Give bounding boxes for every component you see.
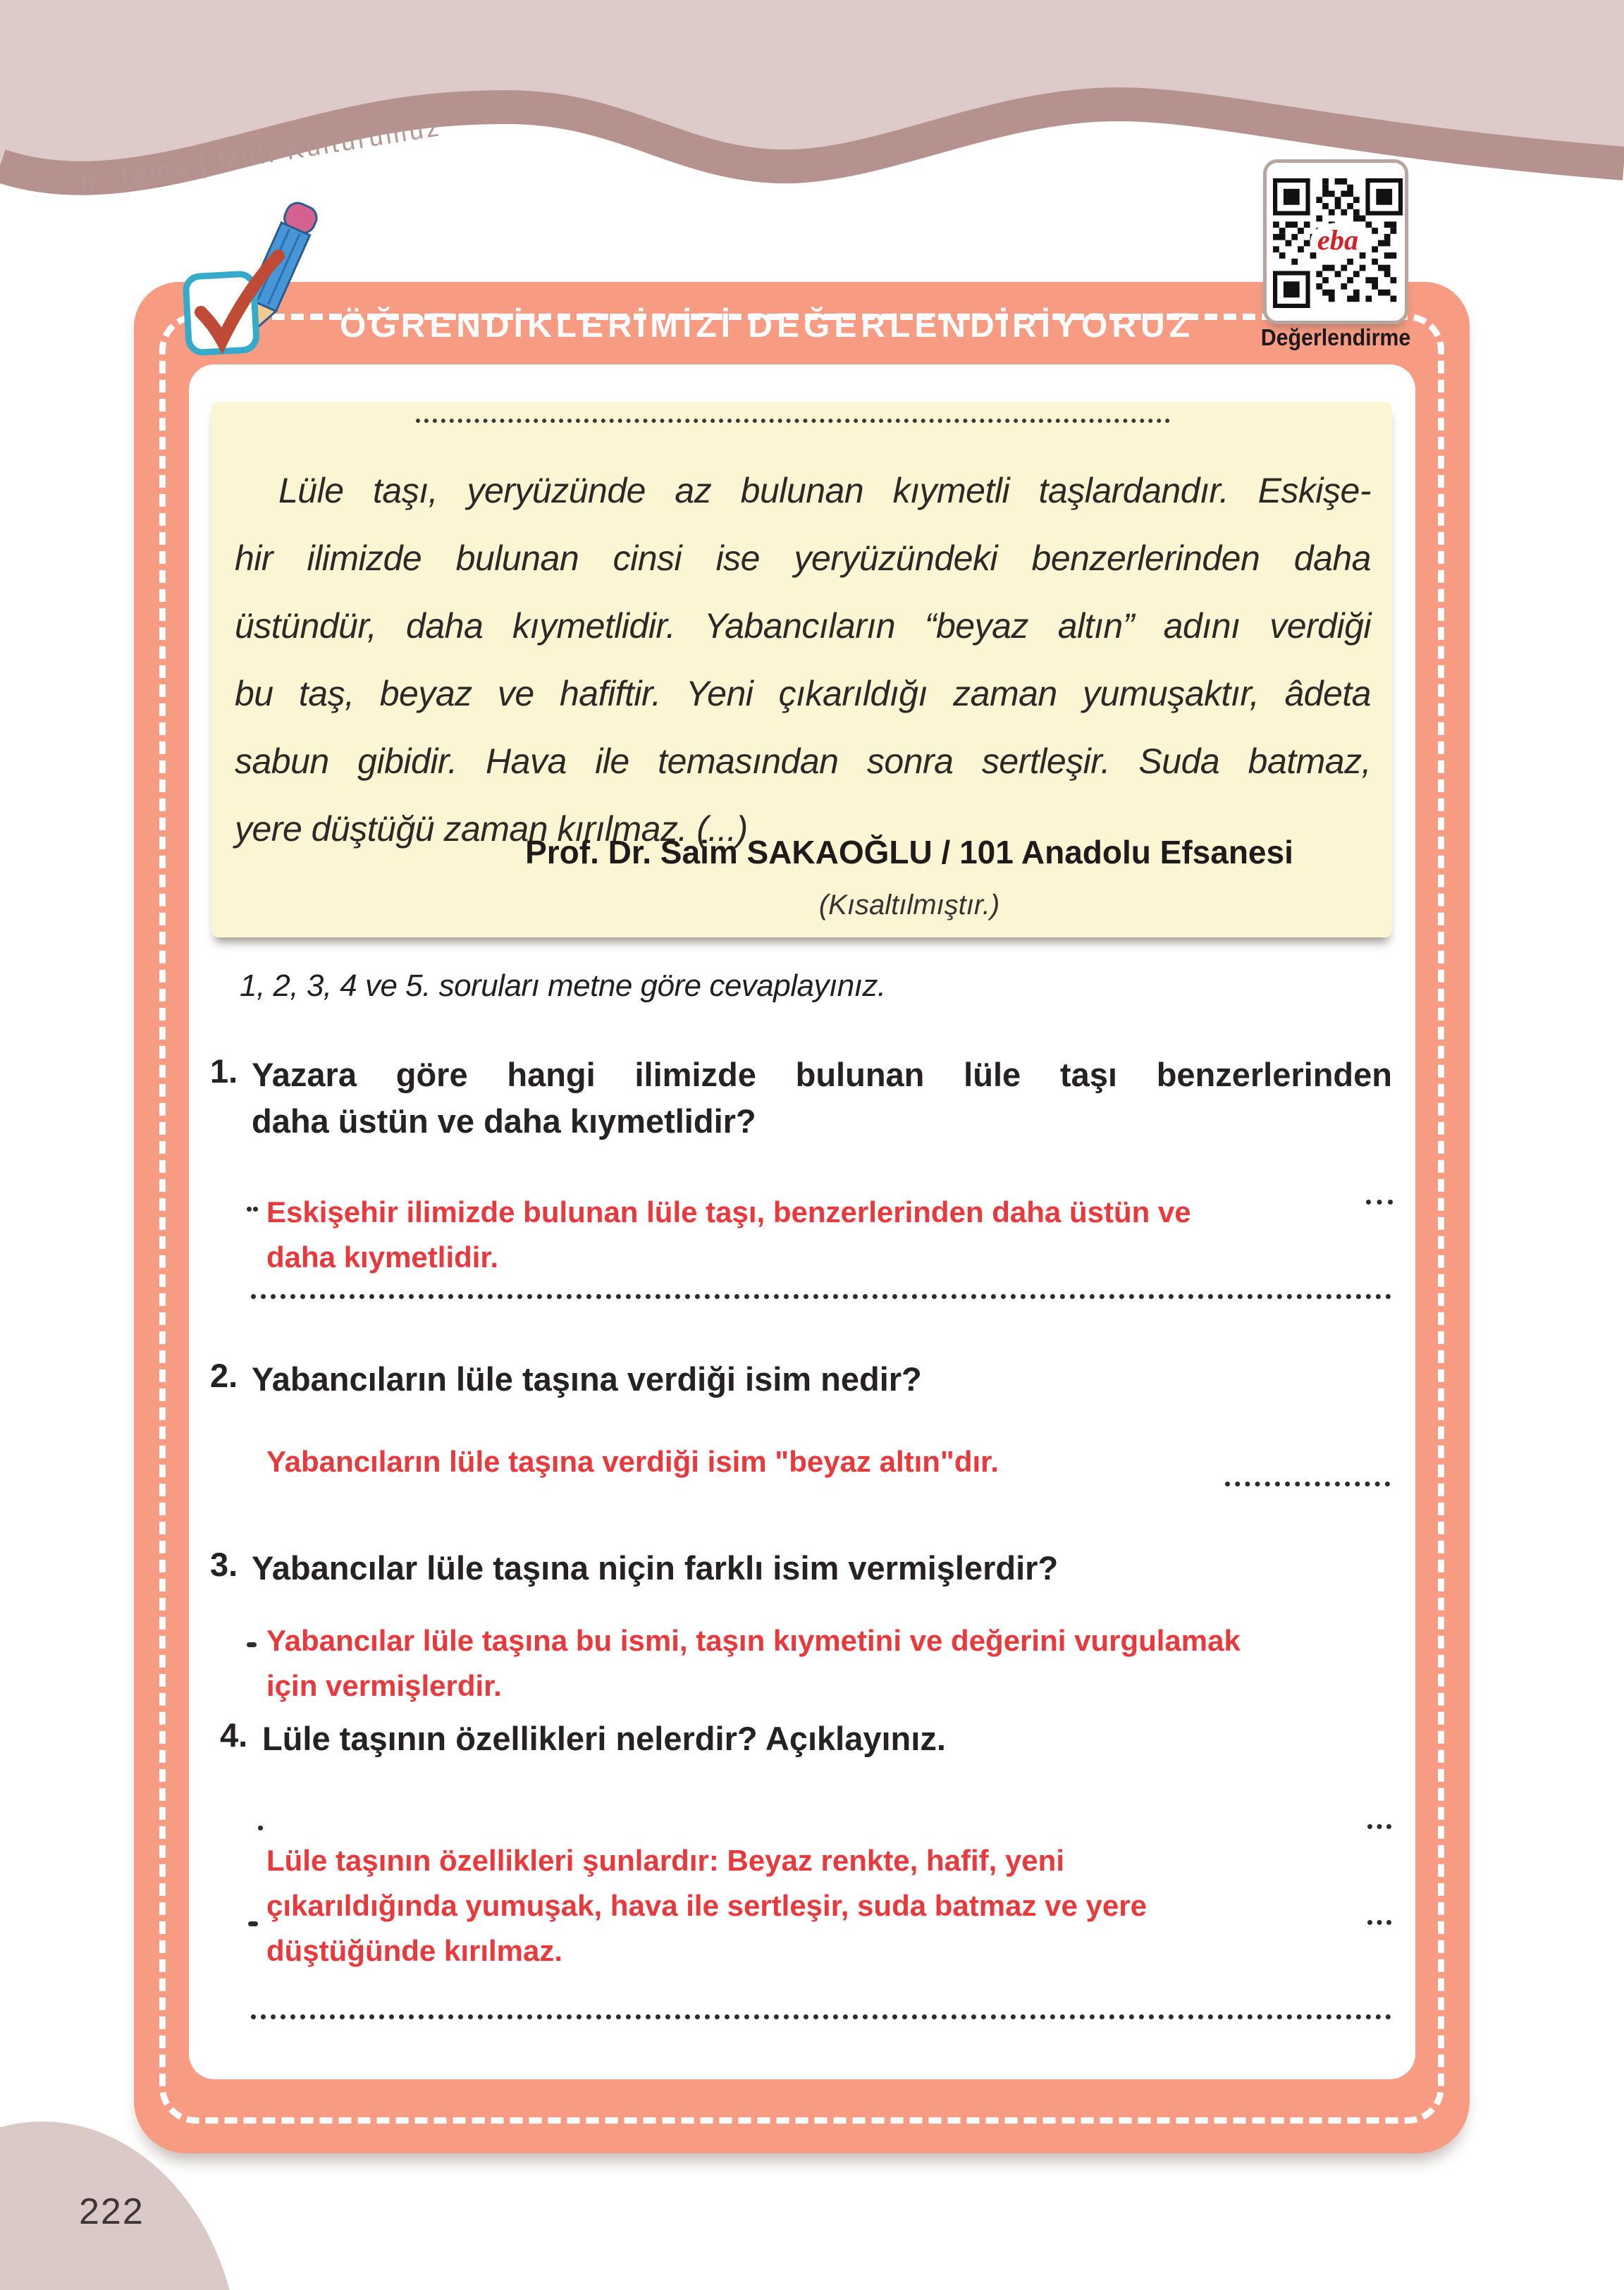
question-line: Yabancıların lüle taşına verdiği isim nedir? [252, 1360, 922, 1398]
answer-line-text: çıkarıldığında yumuşak, hava ile sertleşir, suda batmaz ve yere [266, 1889, 1147, 1922]
question-2-text [252, 1356, 1392, 1403]
question-3-text [252, 1545, 1392, 1592]
answer-1 [266, 1190, 1191, 1280]
eba-logo: eba [1317, 223, 1359, 256]
answer-4 [266, 1838, 1147, 1974]
passage-line: bu taş, beyaz ve hafiftir. Yeni çıkarıldığı zaman yumuşaktır, âdeta [235, 674, 1371, 713]
question-1-text [252, 1052, 1392, 1145]
passage-note: (Kısaltılmıştır.) [818, 889, 1000, 921]
passage-line: hir ilimizde bulunan cinsi ise yeryüzündeki benzerlerinden daha [235, 538, 1371, 578]
answer-line-remnant [248, 1921, 258, 1926]
question-line: Yazara göre hangi ilimizde bulunan lüle taşı benzerlerinden [252, 1056, 1392, 1093]
passage-line: üstündür, daha kıymetlidir. Yabancıların “beyaz altın” adını verdiği [235, 606, 1371, 646]
question-2-number: 2. [210, 1357, 238, 1394]
reading-passage [235, 457, 1371, 863]
passage-line: Lüle taşı, yeryüzünde az bulunan kıymetli taşlardandır. Eskişe- [278, 471, 1371, 510]
answer-line-remnant [1367, 1920, 1391, 1925]
answer-line-text: için vermişlerdir. [266, 1669, 502, 1702]
question-line: Lüle taşının özellikleri nelerdir? Açıklayınız. [262, 1720, 946, 1757]
question-4-number: 4. [220, 1716, 248, 1754]
answer-line-text: daha kıymetlidir. [266, 1241, 499, 1274]
question-3-number: 3. [210, 1546, 238, 1583]
theme-breadcrumb: 6. Tema | Millî Kültürümüz [79, 112, 443, 198]
answer-blank-line[interactable] [251, 1294, 1391, 1299]
passage-line: yere düştüğü zaman kırılmaz. (...) [235, 809, 748, 849]
section-title: ÖĞRENDİKLERİMİZİ DEĞERLENDİRİYORUZ [340, 307, 1195, 345]
passage-attribution: Prof. Dr. Saim SAKAOĞLU / 101 Anadolu Efsanesi [525, 834, 1293, 870]
answer-line-text: düştüğünde kırılmaz. [266, 1934, 563, 1967]
question-1-number: 1. [210, 1052, 238, 1090]
passage-line: sabun gibidir. Hava ile temasından sonra sertleşir. Suda batmaz, [235, 741, 1371, 781]
passage-title-blank-line[interactable] [416, 419, 1170, 423]
checkbox-pencil-icon [173, 201, 349, 367]
instruction-text: 1, 2, 3, 4 ve 5. soruları metne göre cevaplayınız. [240, 968, 886, 1003]
page-number: 222 [79, 2191, 144, 2232]
question-line: Yabancılar lüle taşına niçin farklı isim vermişlerdir? [252, 1549, 1059, 1587]
answer-line-remnant [1367, 1824, 1391, 1829]
answer-blank-line[interactable] [1225, 1482, 1390, 1486]
answer-line-remnant [1366, 1200, 1393, 1205]
question-4-text [262, 1716, 1403, 1762]
answer-2 [266, 1439, 999, 1484]
answer-line-text: Yabancıların lüle taşına verdiği isim "beyaz altın"dır. [266, 1445, 999, 1478]
answer-line-remnant [247, 1207, 258, 1212]
answer-line-text: Yabancılar lüle taşına bu ismi, taşın kıymetini ve değerini vurgulamak [266, 1624, 1241, 1657]
question-line: daha üstün ve daha kıymetlidir? [252, 1102, 756, 1140]
answer-line-text: Lüle taşının özellikleri şunlardır: Beyaz renkte, hafif, yeni [266, 1844, 1064, 1877]
answer-line-remnant [258, 1826, 266, 1830]
eba-qr-code[interactable] [1263, 159, 1408, 324]
qr-caption: Değerlendirme [1260, 324, 1411, 350]
answer-blank-line[interactable] [251, 2014, 1391, 2019]
answer-3 [266, 1618, 1241, 1709]
answer-line-text: Eskişehir ilimizde bulunan lüle taşı, benzerlerinden daha üstün ve [266, 1195, 1191, 1229]
answer-line-remnant [247, 1642, 257, 1647]
